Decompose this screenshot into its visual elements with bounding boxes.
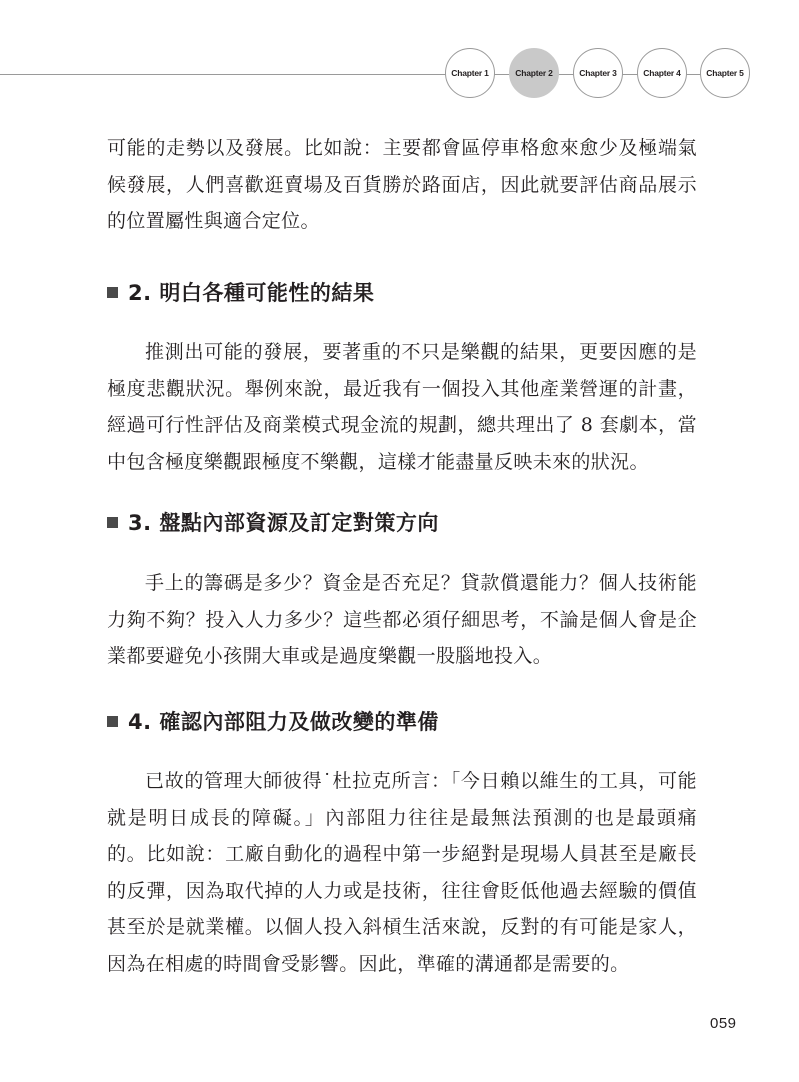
section-heading-3-text: 3. 盤點內部資源及訂定對策方向 [128, 511, 439, 535]
section-heading-2-text: 2. 明白各種可能性的結果 [128, 281, 375, 305]
page-number: 059 [710, 1015, 737, 1032]
heading-bullet-icon [107, 517, 118, 528]
chapter-5-tab[interactable]: Chapter 5 [700, 48, 750, 98]
section-heading-3 [107, 504, 697, 540]
section-3-paragraph: 手上的籌碼是多少？資金是否充足？貸款償還能力？個人技術能力夠不夠？投入人力多少？這些都必須仔細思考，不論是個人會是企業都要避免小孩開大車或是過度樂觀一股腦地投入。 [107, 572, 697, 667]
chapter-navigation [0, 48, 799, 100]
section-heading-2 [107, 274, 697, 310]
heading-bullet-icon [107, 716, 118, 727]
intro-paragraph: 可能的走勢以及發展。比如說：主要都會區停車格愈來愈少及極端氣候發展，人們喜歡逛賣場及百貨勝於路面店，因此就要評估商品展示的位置屬性與適合定位。 [107, 137, 697, 232]
chapter-3-tab[interactable]: Chapter 3 [573, 48, 623, 98]
chapter-4-tab[interactable]: Chapter 4 [637, 48, 687, 98]
chapter-1-tab[interactable]: Chapter 1 [445, 48, 495, 98]
page-content [107, 130, 697, 982]
section-heading-4-text: 4. 確認內部阻力及做改變的準備 [128, 710, 439, 734]
section-heading-4 [107, 703, 697, 739]
heading-bullet-icon [107, 287, 118, 298]
section-2-paragraph: 推測出可能的發展，要著重的不只是樂觀的結果，更要因應的是極度悲觀狀況。舉例來說，最近我有一個投入其他產業營運的計畫，經過可行性評估及商業模式現金流的規劃，總共理出了 8 套劇本，當中包含極度樂觀跟極度不樂觀，這樣才能盡量反映未來的狀況。 [107, 341, 697, 473]
chapter-2-tab-active[interactable]: Chapter 2 [509, 48, 559, 98]
section-4-paragraph: 已故的管理大師彼得˙杜拉克所言：「今日賴以維生的工具，可能就是明日成長的障礙。」內部阻力往往是最無法預測的也是最頭痛的。比如說：工廠自動化的過程中第一步絕對是現場人員甚至是廠長的反彈，因為取代掉的人力或是技術，往往會貶低他過去經驗的價值甚至於是就業權。以個人投入斜槓生活來說，反對的有可能是家人，因為在相處的時間會受影響。因此，準確的溝通都是需要的。 [107, 770, 697, 975]
